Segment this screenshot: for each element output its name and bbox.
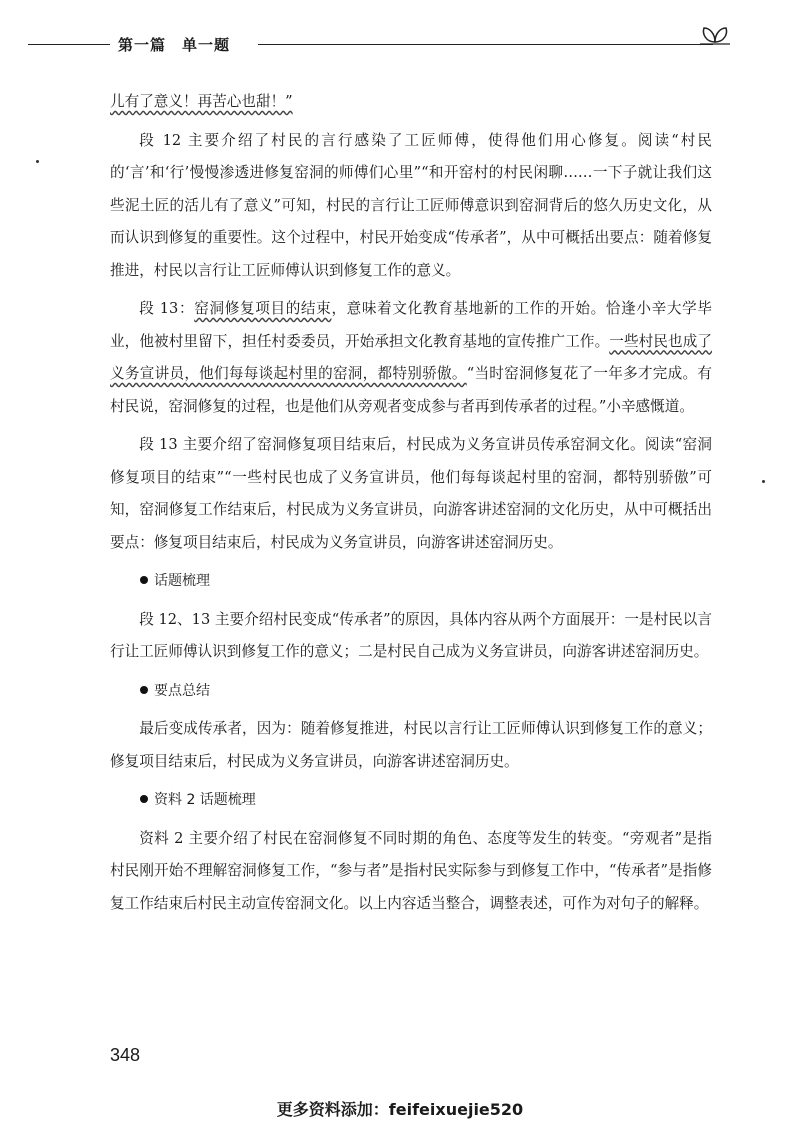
paragraph-material-2: 资料 2 主要介绍了村民在窑洞修复不同时期的角色、态度等发生的转变。“旁观者”是指村民刚开始不理解窑洞修复工作，“参与者”是指村民实际参与到修复工作中，“传承者”是指修复工作结束后村民主动宣传窑洞文化。以上内容适当整合，调整表述，可作为对句子的解释。	[110, 829, 712, 912]
heading-material-2-text: 资料 2 话题梳理	[154, 792, 256, 808]
heading-material-2	[110, 784, 712, 817]
paragraph-topic-review: 段 12、13 主要介绍村民变成“传承者”的原因，具体内容从两个方面展开：一是村民以言行让工匠师傅认识到修复工作的意义；二是村民自己成为义务宣讲员，向游客讲述窑洞历史。	[110, 610, 712, 660]
scan-speck	[762, 480, 765, 483]
scan-speck	[36, 160, 39, 163]
heading-key-summary-text: 要点总结	[154, 682, 210, 699]
paragraph-key-summary: 最后变成传承者，因为：随着修复推进，村民以言行让工匠师傅认识到修复工作的意义；修复项目结束后，村民成为义务宣讲员，向游客讲述窑洞历史。	[110, 720, 712, 770]
paragraph-13-end: “当时窑洞修复花了一年多才完成。有村民说，窑洞修复的过程，也是他们从旁观者变成参与者再到传承者的过程。”小辛感慨道。	[110, 365, 712, 415]
section-title: 第一篇 单一题	[118, 36, 231, 54]
body-text	[110, 86, 712, 926]
heading-topic-review	[110, 565, 712, 598]
quote-continuation: 儿有了意义！再苦心也甜！”	[110, 93, 293, 110]
bullet-dot-icon	[140, 686, 148, 694]
paragraph-continuation	[110, 86, 712, 119]
heading-key-summary	[110, 675, 712, 708]
leaf-ornament-icon	[698, 22, 732, 46]
wavy-underlined-sentence: 一些村民也成了义务宣讲员，他们每每谈起村里的窑洞，都特别骄傲。	[110, 332, 712, 382]
paragraph-13-middle: ，意味着文化教育基地新的工作的开始。恰逢小辛大学毕业，他被村里留下，担任村委委员，开始承担文化教育基地的宣传推广工作。	[110, 300, 712, 350]
header-rule-left	[28, 44, 110, 45]
paragraph-13-label: 段 13：	[139, 300, 195, 317]
wavy-underlined-phrase: 窑洞修复项目的结束	[194, 300, 332, 317]
bullet-dot-icon	[140, 795, 148, 803]
bullet-dot-icon	[140, 576, 148, 584]
page-number: 348	[110, 1045, 141, 1065]
footer-note: 更多资料添加：feifeixuejie520	[276, 1100, 524, 1119]
header-rule-right	[258, 44, 713, 45]
page-header	[28, 30, 718, 60]
paragraph-13-source	[110, 293, 712, 423]
heading-topic-review-text: 话题梳理	[154, 573, 210, 589]
paragraph-13-analysis: 段 13 主要介绍了窑洞修复项目结束后，村民成为义务宣讲员传承窑洞文化。阅读“窑洞修复项目的结束”“一些村民也成了义务宣讲员，他们每每谈起村里的窑洞，都特别骄傲”可知，窑洞修复工作结束后，村民成为义务宣讲员，向游客讲述窑洞的文化历史，从中可概括出要点：修复项目结束后，村民成为义务宣讲员，向游客讲述窑洞历史。	[110, 436, 712, 551]
paragraph-12-analysis: 段 12 主要介绍了村民的言行感染了工匠师傅，使得他们用心修复。阅读“村民的‘言’和‘行’慢慢渗透进修复窑洞的师傅们心里”“和开窑村的村民闲聊……一下子就让我们这些泥土匠的活儿有了意义”可知，村民的言行让工匠师傅意识到窑洞背后的悠久历史文化，从而认识到修复的重要性。这个过程中，村民开始变成“传承者”，从中可概括出要点：随着修复推进，村民以言行让工匠师傅认识到修复工作的意义。	[110, 131, 712, 279]
